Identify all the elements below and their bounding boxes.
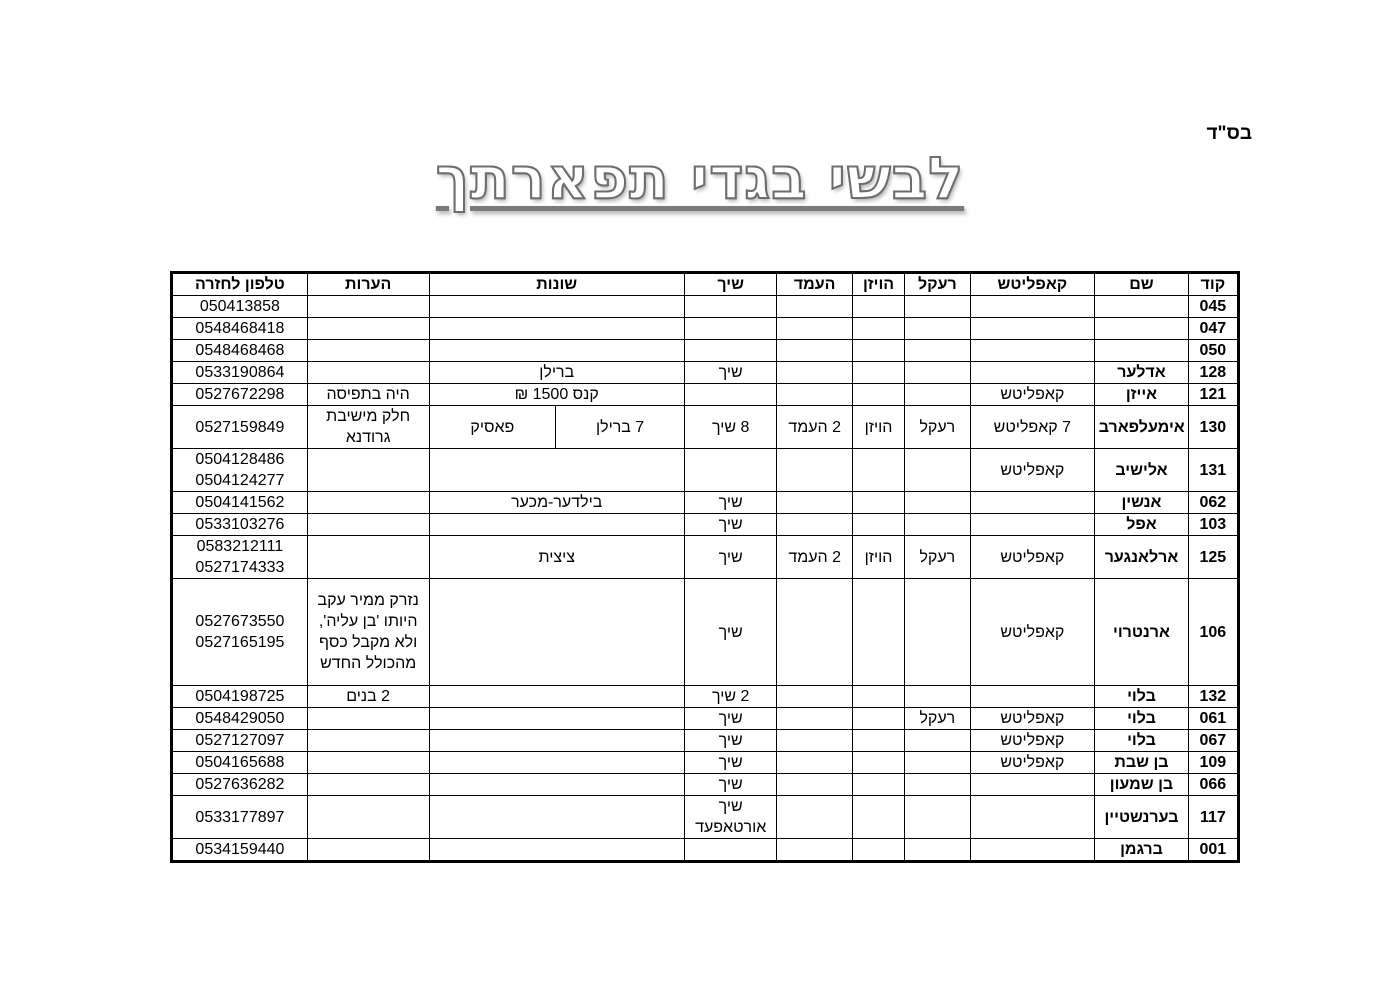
cell-hoizn — [852, 362, 904, 384]
table-row — [172, 752, 1239, 774]
cell-hoizn — [852, 752, 904, 774]
cell-name: בן שבת — [1095, 752, 1189, 774]
cell-kapelitsh: קאפליטש — [970, 708, 1095, 730]
cell-phone — [172, 774, 308, 796]
phone-number: 0527636282 — [195, 776, 285, 793]
cell-notes — [307, 296, 429, 318]
cell-kapelitsh: 7 קאפליטש — [970, 406, 1095, 449]
cell-haamed — [777, 514, 852, 536]
cell-shich — [684, 839, 777, 862]
table-row — [172, 406, 1239, 449]
cell-code: 001 — [1188, 839, 1238, 862]
phone-number: 0504165688 — [195, 754, 285, 771]
cell-shich: 8 שיך — [684, 406, 777, 449]
cell-phone — [172, 686, 308, 708]
cell-name — [1095, 340, 1189, 362]
table-row — [172, 774, 1239, 796]
cell-kapelitsh — [970, 774, 1095, 796]
header-row — [172, 273, 1239, 296]
table-row — [172, 362, 1239, 384]
cell-haamed — [777, 449, 852, 492]
roster-table — [170, 271, 1240, 863]
cell-phone — [172, 514, 308, 536]
cell-haamed — [777, 318, 852, 340]
cell-shunot — [429, 752, 684, 774]
cell-rekel — [905, 839, 970, 862]
cell-haamed: 2 העמד — [777, 536, 852, 579]
cell-shich — [684, 318, 777, 340]
col-code: קוד — [1188, 273, 1238, 296]
cell-name: אדלער — [1095, 362, 1189, 384]
cell-shunot — [429, 579, 684, 686]
cell-shunot — [429, 296, 684, 318]
cell-shich: שיך — [684, 708, 777, 730]
cell-hoizn — [852, 492, 904, 514]
col-kapelitsh: קאפליטש — [970, 273, 1095, 296]
cell-phone — [172, 796, 308, 839]
cell-phone — [172, 340, 308, 362]
cell-haamed — [777, 774, 852, 796]
phone-number: 0504141562 — [195, 494, 285, 511]
cell-kapelitsh: קאפליטש — [970, 752, 1095, 774]
cell-code: 062 — [1188, 492, 1238, 514]
phone-number-secondary: 0504124277 — [195, 472, 285, 489]
cell-name: אייזן — [1095, 384, 1189, 406]
cell-phone — [172, 752, 308, 774]
cell-shich: שיך — [684, 730, 777, 752]
cell-code: 066 — [1188, 774, 1238, 796]
cell-notes — [307, 449, 429, 492]
table-row — [172, 839, 1239, 862]
col-hoizn: הויזן — [852, 273, 904, 296]
cell-shunot: 7 ברילן — [556, 406, 685, 449]
cell-phone — [172, 492, 308, 514]
cell-hoizn: הויזן — [852, 536, 904, 579]
table-row — [172, 384, 1239, 406]
cell-hoizn — [852, 730, 904, 752]
cell-notes — [307, 796, 429, 839]
cell-shich: שיך — [684, 579, 777, 686]
cell-code: 132 — [1188, 686, 1238, 708]
cell-rekel — [905, 492, 970, 514]
cell-rekel — [905, 449, 970, 492]
cell-rekel: רעקל — [905, 406, 970, 449]
cell-name: ברגמן — [1095, 839, 1189, 862]
table-row — [172, 536, 1239, 579]
cell-code: 061 — [1188, 708, 1238, 730]
cell-notes: היה בתפיסה — [307, 384, 429, 406]
cell-name — [1095, 318, 1189, 340]
table-row — [172, 492, 1239, 514]
cell-notes: חלק מישיבת גרודנא — [307, 406, 429, 449]
cell-shich: שיך אורטאפעד — [684, 796, 777, 839]
cell-rekel: רעקל — [905, 536, 970, 579]
cell-haamed — [777, 796, 852, 839]
cell-kapelitsh — [970, 686, 1095, 708]
cell-haamed: 2 העמד — [777, 406, 852, 449]
col-haamed: העמד — [777, 273, 852, 296]
phone-number: 0583212111 — [196, 538, 284, 555]
cell-hoizn — [852, 384, 904, 406]
cell-notes — [307, 318, 429, 340]
cell-hoizn — [852, 514, 904, 536]
cell-haamed — [777, 296, 852, 318]
cell-shich: שיך — [684, 774, 777, 796]
cell-haamed — [777, 708, 852, 730]
cell-notes — [307, 708, 429, 730]
cell-name: בערנשטיין — [1095, 796, 1189, 839]
table-row — [172, 708, 1239, 730]
phone-number: 0534159440 — [195, 841, 285, 858]
phone-number: 0527673550 — [195, 613, 285, 630]
cell-name: אנשין — [1095, 492, 1189, 514]
cell-phone — [172, 839, 308, 862]
cell-shunot — [429, 839, 684, 862]
cell-rekel: רעקל — [905, 708, 970, 730]
cell-shich: שיך — [684, 536, 777, 579]
cell-kapelitsh — [970, 362, 1095, 384]
phone-number: 0504128486 — [195, 451, 285, 468]
cell-phone — [172, 296, 308, 318]
cell-haamed — [777, 579, 852, 686]
cell-notes — [307, 752, 429, 774]
col-name: שם — [1095, 273, 1189, 296]
cell-hoizn — [852, 340, 904, 362]
cell-haamed — [777, 752, 852, 774]
bsd-header: בס"ד — [1206, 123, 1252, 144]
cell-shich: שיך — [684, 514, 777, 536]
cell-phone — [172, 730, 308, 752]
cell-shunot — [429, 774, 684, 796]
cell-shunot — [429, 514, 684, 536]
cell-hoizn — [852, 318, 904, 340]
col-phone: טלפון לחזרה — [172, 273, 308, 296]
cell-shich — [684, 340, 777, 362]
cell-rekel — [905, 730, 970, 752]
cell-code: 117 — [1188, 796, 1238, 839]
table-row — [172, 449, 1239, 492]
cell-shunot: ברילן — [429, 362, 684, 384]
cell-name: בן שמעון — [1095, 774, 1189, 796]
cell-notes — [307, 362, 429, 384]
phone-number: 0548468418 — [195, 320, 285, 337]
cell-phone — [172, 449, 308, 492]
phone-number: 0527672298 — [195, 386, 285, 403]
cell-rekel — [905, 686, 970, 708]
cell-rekel — [905, 514, 970, 536]
cell-shunot — [429, 340, 684, 362]
cell-code: 130 — [1188, 406, 1238, 449]
cell-rekel — [905, 296, 970, 318]
cell-haamed — [777, 362, 852, 384]
cell-haamed — [777, 492, 852, 514]
cell-phone — [172, 536, 308, 579]
cell-hoizn — [852, 686, 904, 708]
cell-shunot — [429, 730, 684, 752]
cell-shunot — [429, 449, 684, 492]
cell-haamed — [777, 686, 852, 708]
cell-name: בלוי — [1095, 708, 1189, 730]
cell-shunot: בילדער-מכער — [429, 492, 684, 514]
cell-kapelitsh — [970, 796, 1095, 839]
cell-code: 121 — [1188, 384, 1238, 406]
cell-shunot-extra: פאסיק — [429, 406, 556, 449]
phone-number: 0533103276 — [195, 516, 285, 533]
cell-code: 131 — [1188, 449, 1238, 492]
cell-rekel — [905, 384, 970, 406]
cell-rekel — [905, 318, 970, 340]
cell-name: ארנטרוי — [1095, 579, 1189, 686]
phone-number: 050413858 — [199, 298, 280, 315]
cell-notes — [307, 340, 429, 362]
cell-hoizn — [852, 796, 904, 839]
cell-hoizn — [852, 774, 904, 796]
cell-code: 103 — [1188, 514, 1238, 536]
cell-phone — [172, 362, 308, 384]
cell-phone — [172, 384, 308, 406]
cell-shunot — [429, 318, 684, 340]
table-row — [172, 318, 1239, 340]
cell-shunot: ציצית — [429, 536, 684, 579]
cell-code: 125 — [1188, 536, 1238, 579]
cell-code: 109 — [1188, 752, 1238, 774]
cell-shich — [684, 384, 777, 406]
cell-notes — [307, 774, 429, 796]
col-notes: הערות — [307, 273, 429, 296]
cell-kapelitsh — [970, 340, 1095, 362]
cell-shunot — [429, 796, 684, 839]
phone-number-secondary: 0527174333 — [195, 559, 285, 576]
cell-name: ארלאנגער — [1095, 536, 1189, 579]
cell-code: 106 — [1188, 579, 1238, 686]
cell-kapelitsh: קאפליטש — [970, 536, 1095, 579]
cell-hoizn — [852, 839, 904, 862]
cell-shunot: קנס 1500 ₪ — [429, 384, 684, 406]
cell-kapelitsh — [970, 492, 1095, 514]
cell-hoizn — [852, 449, 904, 492]
cell-haamed — [777, 340, 852, 362]
phone-number: 0504198725 — [195, 688, 285, 705]
cell-shich — [684, 449, 777, 492]
cell-shunot — [429, 708, 684, 730]
cell-kapelitsh: קאפליטש — [970, 384, 1095, 406]
cell-shich — [684, 296, 777, 318]
table-row — [172, 579, 1239, 686]
cell-haamed — [777, 730, 852, 752]
cell-phone — [172, 579, 308, 686]
phone-number: 0527127097 — [195, 732, 285, 749]
table-row — [172, 796, 1239, 839]
phone-number: 0533177897 — [195, 808, 285, 826]
table-row — [172, 730, 1239, 752]
cell-rekel — [905, 774, 970, 796]
cell-name: בלוי — [1095, 730, 1189, 752]
cell-code: 128 — [1188, 362, 1238, 384]
phone-number: 0533190864 — [195, 364, 285, 381]
cell-code: 050 — [1188, 340, 1238, 362]
col-shunot: שונות — [429, 273, 684, 296]
cell-kapelitsh: קאפליטש — [970, 579, 1095, 686]
cell-phone — [172, 406, 308, 449]
cell-shunot — [429, 686, 684, 708]
cell-rekel — [905, 752, 970, 774]
cell-hoizn — [852, 708, 904, 730]
cell-haamed — [777, 839, 852, 862]
table-row — [172, 514, 1239, 536]
table-row — [172, 686, 1239, 708]
cell-shich: שיך — [684, 492, 777, 514]
phone-number: 0548429050 — [195, 710, 285, 727]
cell-phone — [172, 708, 308, 730]
cell-hoizn — [852, 579, 904, 686]
cell-code: 067 — [1188, 730, 1238, 752]
cell-notes — [307, 730, 429, 752]
cell-notes — [307, 514, 429, 536]
cell-phone — [172, 318, 308, 340]
table-row — [172, 340, 1239, 362]
cell-kapelitsh — [970, 296, 1095, 318]
cell-kapelitsh: קאפליטש — [970, 730, 1095, 752]
cell-kapelitsh: קאפליטש — [970, 449, 1095, 492]
phone-number-secondary: 0527165195 — [195, 634, 285, 651]
cell-rekel — [905, 362, 970, 384]
cell-haamed — [777, 384, 852, 406]
cell-code: 045 — [1188, 296, 1238, 318]
cell-name: אלישיב — [1095, 449, 1189, 492]
cell-shich: 2 שיך — [684, 686, 777, 708]
phone-number: 0548468468 — [195, 342, 285, 359]
cell-rekel — [905, 579, 970, 686]
cell-notes — [307, 839, 429, 862]
table-row — [172, 296, 1239, 318]
cell-name — [1095, 296, 1189, 318]
cell-hoizn: הויזן — [852, 406, 904, 449]
cell-notes: 2 בנים — [307, 686, 429, 708]
cell-kapelitsh — [970, 318, 1095, 340]
cell-name: אפל — [1095, 514, 1189, 536]
cell-notes: נזרק ממיר עקב היותו 'בן עליה', ולא מקבל כסף מהכולל החדש — [307, 579, 429, 686]
cell-shich: שיך — [684, 752, 777, 774]
col-rekel: רעקל — [905, 273, 970, 296]
cell-rekel — [905, 340, 970, 362]
cell-notes — [307, 492, 429, 514]
cell-name: בלוי — [1095, 686, 1189, 708]
cell-code: 047 — [1188, 318, 1238, 340]
cell-hoizn — [852, 296, 904, 318]
phone-number: 0527159849 — [195, 418, 285, 436]
page-title: לבשי בגדי תפארתך — [435, 144, 965, 212]
cell-notes — [307, 536, 429, 579]
cell-kapelitsh — [970, 514, 1095, 536]
col-shich: שיך — [684, 273, 777, 296]
cell-name: אימעלפארב — [1095, 406, 1189, 449]
cell-kapelitsh — [970, 839, 1095, 862]
cell-shich: שיך — [684, 362, 777, 384]
cell-rekel — [905, 796, 970, 839]
